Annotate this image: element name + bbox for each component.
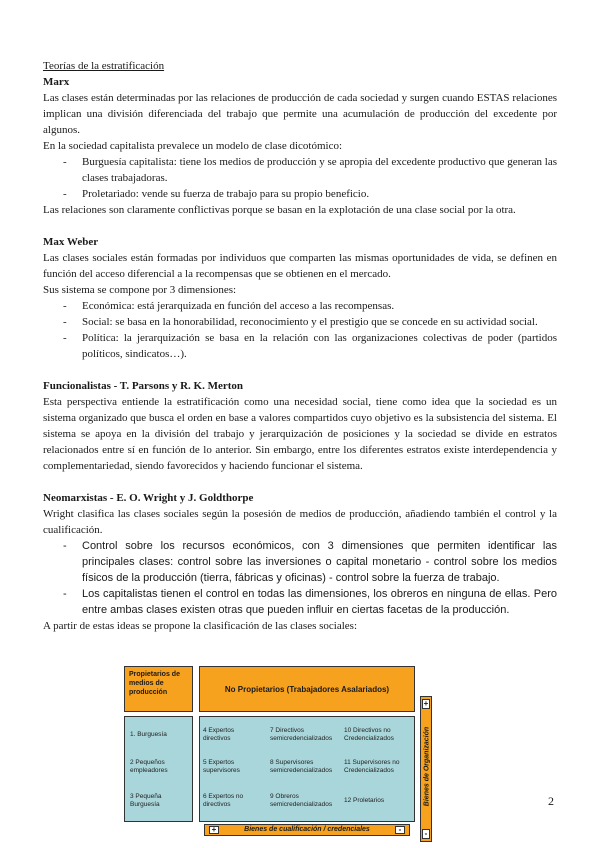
neomarxist-paragraph-1: Wright clasifica las clases sociales según la posesión de medios de producción, añadiendo también el control y la cualificación. <box>43 508 557 536</box>
list-item: - Burguesía capitalista: tiene los medios de producción y se apropia del excedente productivo que generan las clases trabajadoras. <box>63 154 557 186</box>
organization-axis <box>420 696 432 842</box>
qualification-axis-label: Bienes de cualificación / credenciales <box>244 826 370 833</box>
functionalist-paragraph: Esta perspectiva entiende la estratificación como una necesidad social, tiene como idea que la sociedad es un sistema organizado que busca el orden en base a valores compartidos cuyo objetivo es la subsistencia del sistema. El sistema se apoya en la división del trabajo y jerarquización de posiciones y la sociedad se divide en estratos relacionados entre sí en función de lo anterior. Sin embargo, entre los diferentes estratos existe interdependencia y complementariedad, siendo favorecidos y haciendo funcionar el sistema. <box>43 396 557 472</box>
page-number: 2 <box>548 794 554 808</box>
neomarxist-heading: Neomarxistas - E. O. Wright y J. Goldthorpe <box>43 492 254 504</box>
weber-paragraph-2: Sus sistema se compone por 3 dimensiones: <box>43 284 237 296</box>
class-cell: 4 Expertos directivos <box>203 727 235 742</box>
owners-grid <box>124 716 193 822</box>
marx-paragraph-1: Las clases están determinadas por las relaciones de producción de cada sociedad y surgen cuando ESTAS relaciones implican una división diferenciada del trabajo que permite una acumulación de producción del excedente por algunos. <box>43 92 557 136</box>
list-item: - Económica: está jerarquizada en función del acceso a las recompensas. <box>63 298 557 314</box>
document-body <box>43 58 557 634</box>
class-cell: 9 Obreros semicredencializados <box>270 793 333 808</box>
list-item: - Política: la jerarquización se basa en la relación con las organizaciones colectivas de poder (partidos políticos, sindicatos…). <box>63 330 557 362</box>
class-cell: 6 Expertos no directivos <box>203 793 244 808</box>
weber-heading: Max Weber <box>43 236 99 248</box>
weber-paragraph-1: Las clases sociales están formadas por individuos que comparten las mismas oportunidades de vida, se definen en función del acceso diferencial a la recompensas que se obtienen en el mercado. <box>43 252 557 280</box>
qualification-axis <box>204 824 410 836</box>
functionalist-heading: Funcionalistas - T. Parsons y R. K. Merton <box>43 380 244 392</box>
class-cell: 8 Supervisores semicredencializados <box>270 759 333 774</box>
list-item: - Control sobre los recursos económicos, con 3 dimensiones que permiten identificar las principales clases: control sobre las inversiones o capital monetario - control sobre los medios físicos de la producción (tierra, fábricas y oficinas) - control sobre la fuerza de trabajo. <box>63 538 557 586</box>
organization-axis-label: Bienes de Organización <box>423 726 431 807</box>
marx-paragraph-3: Las relaciones son claramente conflictivas porque se basan en la explotación de una clase social por la otra. <box>43 204 516 216</box>
plus-marker: + <box>209 826 219 834</box>
neomarxist-paragraph-2: A partir de estas ideas se propone la clasificación de las clases sociales: <box>43 620 357 632</box>
class-diagram <box>124 666 438 842</box>
class-cell: 7 Directivos semicredencializados <box>270 727 333 742</box>
owners-box: Propietarios de medios de producción <box>124 666 193 712</box>
minus-marker: - <box>422 829 430 839</box>
class-cell: 3 Pequeña Burguesía <box>130 793 162 808</box>
plus-marker: + <box>423 699 429 708</box>
list-item: - Proletariado: vende su fuerza de trabajo para su propio beneficio. <box>63 186 557 202</box>
marx-paragraph-2: En la sociedad capitalista prevalece un modelo de clase dicotómico: <box>43 140 343 152</box>
nonowners-box: No Propietarios (Trabajadores Asalariados) <box>199 666 415 712</box>
list-item: - Los capitalistas tienen el control en todas las dimensiones, los obreros en ninguna de ellas. Pero entre ambas clases existen otras que pueden influir en ciertas facetas de la producción. <box>63 586 557 618</box>
class-cell: 1. Burguesía <box>130 731 167 738</box>
marx-heading: Marx <box>43 76 70 88</box>
neomarxist-list <box>43 538 557 618</box>
marx-list <box>43 154 557 202</box>
weber-list <box>43 298 557 362</box>
nonowners-grid <box>199 716 415 822</box>
minus-marker: - <box>395 826 405 834</box>
class-cell: 12 Proletarios <box>344 797 385 804</box>
page-title: Teorías de la estratificación <box>43 60 165 72</box>
class-cell: 11 Supervisores no Credencializados <box>344 759 400 774</box>
class-cell: 2 Pequeños empleadores <box>130 759 168 774</box>
list-item: - Social: se basa en la honorabilidad, reconocimiento y el prestigio que se concede en su actividad social. <box>63 314 557 330</box>
class-cell: 10 Directivos no Credencializados <box>344 727 394 742</box>
class-cell: 5 Expertos supervisores <box>203 759 240 774</box>
